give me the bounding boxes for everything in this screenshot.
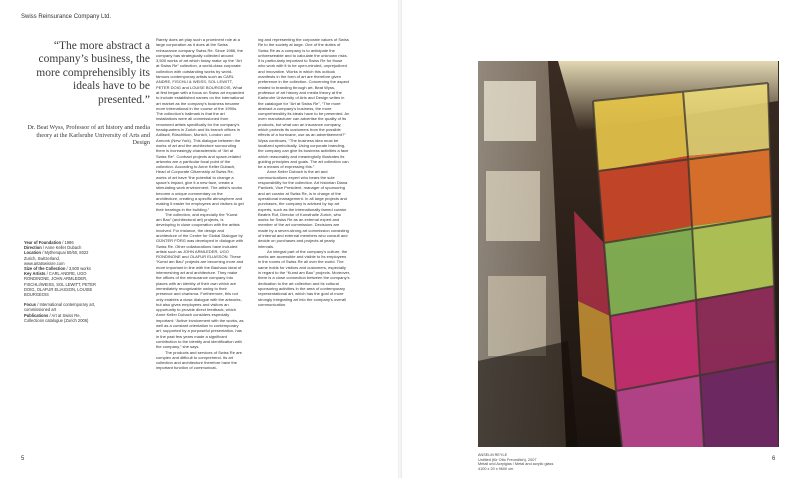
fact-focus: Focus / International contemporary art, commissioned art — [24, 302, 96, 313]
fact-location: Location / Mythenquai 50/60, 8022 Zurich, Switzerland, www.artatswissre.com — [24, 250, 89, 266]
body-column-2 — [258, 37, 350, 307]
fact-direction: Direction / Anne Keller Dubach — [24, 245, 82, 251]
body-paragraph: ing and representing the corporate values of Swiss Re to the society at large. One of the duties of Swiss Re as a company is to anticipate the unforeseeable and to calculate the unknown risks. It is particularly important to Swiss Re for those who work with it to be open-minded, unprejudiced and innovative. Works in which this outlook manifests in the form of art are therefore given preference in the collection. Concerning the aspect related to branding through art, Beat Wyss, professor of art history and media theory at the Karlsruhe University of Arts and Design writes in the catalogue for “Art at Swiss Re”, “The more abstract a company’s business, the more comprehensibly its ideals have to be presented. An oven manufacturer can advertise the quality of its products, but what can an insurance company, which protects its customers from the possible effects of a hurricane, use as an advertisement?” Wyss continues, “The business idea must be localized symbolically. Using corporate branding, the company can give its business activities a face which reasonably and meaningfully illustrates its guiding principles and goals. The art collection can be a means of expressing this.” — [258, 37, 350, 170]
fact-box — [24, 240, 96, 323]
caption-title: Untitled (für Otto Freundlich), 2007 — [478, 457, 537, 462]
running-header: Swiss Reinsurance Company Ltd. — [21, 14, 112, 20]
page-number-left: 5 — [21, 456, 25, 462]
caption-medium: Metall und Acrylglas / Metal and acrylic glass — [478, 462, 554, 467]
body-paragraph: The products and services of Swiss Re are complex and difficult to comprehend. Its art collection and architecture therefore have the important function of communicat- — [156, 349, 242, 371]
photo-caption — [478, 453, 618, 472]
fact-year: Year of Foundation / 1986 — [24, 240, 74, 245]
body-column-1 — [156, 37, 244, 371]
artwork-photo — [478, 61, 779, 447]
body-paragraph: Anne Keller Dubach is the art and communications expert who bears the sole responsibility for the collection. Art historian Diana Pavlicek, Vice President, manager of sponsoring and art curator at Swiss Re, is in charge of the operational management. In all large projects and purchases, the company is advised by top art experts, such as the internationally famed curator Beatrix Ruf, Director of Kunsthalle Zurich, who works for Swiss Re as an external expert and member of the art commission. Decisions are made by a seven-strong art commission consisting of internal and external members who consult and decide on purchases and projects at yearly intervals. — [258, 169, 349, 249]
fact-key-artists: Key Artists / CARL ANDRE, UGO RONDINONE, JOHN ARMLEDER, FISCHLI/WEISS, SOL LEWITT, PETER DOIG, OLAFUR ELIASSON, LOUISE BOURGEOIS — [24, 271, 96, 298]
caption-dimensions: 4100 x 20 x 9600 cm — [478, 467, 514, 472]
body-paragraph: Rarely does art play such a prominent role at a large corporation as it does at the Swiss reinsurance company Swiss Re. Since 1986, the company has strategically collected around 3,500 works of art which today make up the “Art at Swiss Re” collection, a world-class corporate collection with outstanding works by world-famous contemporary artists such as CARL ANDRE, FISCHLI & WEISS, SOL LEWITT, PETER DOIG and LOUISE BOURGEOIS. What at first began with a focus on Swiss art expanded to include established names on the international art market as the company’s business became more international in the course of the 1990s. The collection’s hallmark is that the art installations were all commissioned from renowned artists specifically for the company’s headquarters in Zurich and its branch offices in Adliswil, Rüschlikon, Munich, London und Armonk (New York). This dialogue between the works of art and the architecture surrounding them is increasingly characteristic of “Art at Swiss Re”. Contract projects and space-related artworks are a particular focal point of the collection. According to Anne Keller Dubach, Head of Corporate Citizenship at Swiss Re, works of art have “the potential to change a space’s impact, give it a new face, create a stimulating work environment. The artist’s works become a unique commentary on the architecture, creating a specific atmosphere and making it easier for employees and visitors to get their bearings in the building.” — [156, 37, 244, 212]
body-paragraph: An integral part of the company’s culture, the works are accessible and visible to its employees in the rooms of Swiss Re all over the world. The same holds for visitors and customers, especially in regard to the “Kunst am Bau” projects. Moreover, there is a close connection between the company’s dedication to the art collection and its cultural sponsoring activities in the area of contemporary representational art, which has the goal of more strongly integrating art into the company’s overall communication. — [258, 248, 350, 307]
page-number-right: 6 — [772, 456, 776, 462]
fact-size: Size of the Collection / 3,500 works — [24, 266, 91, 272]
fact-publications: Publications / Art at Swiss Re, Collections catalogue (Zurich 2006) — [24, 312, 89, 323]
body-paragraph: The collection, and especially the “Kunst am Bau” (architectural art) projects, is developing in close cooperation with the artists involved. For instance, the design and architecture of the Centre for Global Dialogue by GÜNTER FÖRG was developed in dialogue with Swiss Re. Other collaborations have included artists such as JOHN ARMLEDER, UGO RONDINONE and OLAFUR ELIASSON. These “Kunst am Bau” projects are becoming more and more important in line with the Bauhaus ideal of intermeshing art and architecture. They make the offices of the reinsurance company into places with an identity of their own which are immediately recognizable owing to their presence and charisma. Furthermore, this not only enables a close dialogue with the artworks, but also gives employees and visitors an opportunity to provide direct feedback, which Anne Keller Dubach considers especially important: “Active involvement with the works, as well as a constant orientation to contemporary art, supported by a purposeful presentation, has in the past few years made a significant contribution to the identity and identification with the company,” she says. — [156, 211, 244, 350]
pull-quote: “The more abstract a company’s business, the more comprehensibly its ideals have to be presented.” — [36, 40, 150, 106]
caption-artist: ANSELM REYLE — [478, 453, 508, 457]
pull-quote-attribution: Dr. Beat Wyss, Professor of art history and media theory at the Karlsruhe University of Arts and Design — [27, 124, 150, 147]
page-gutter — [398, 0, 402, 478]
